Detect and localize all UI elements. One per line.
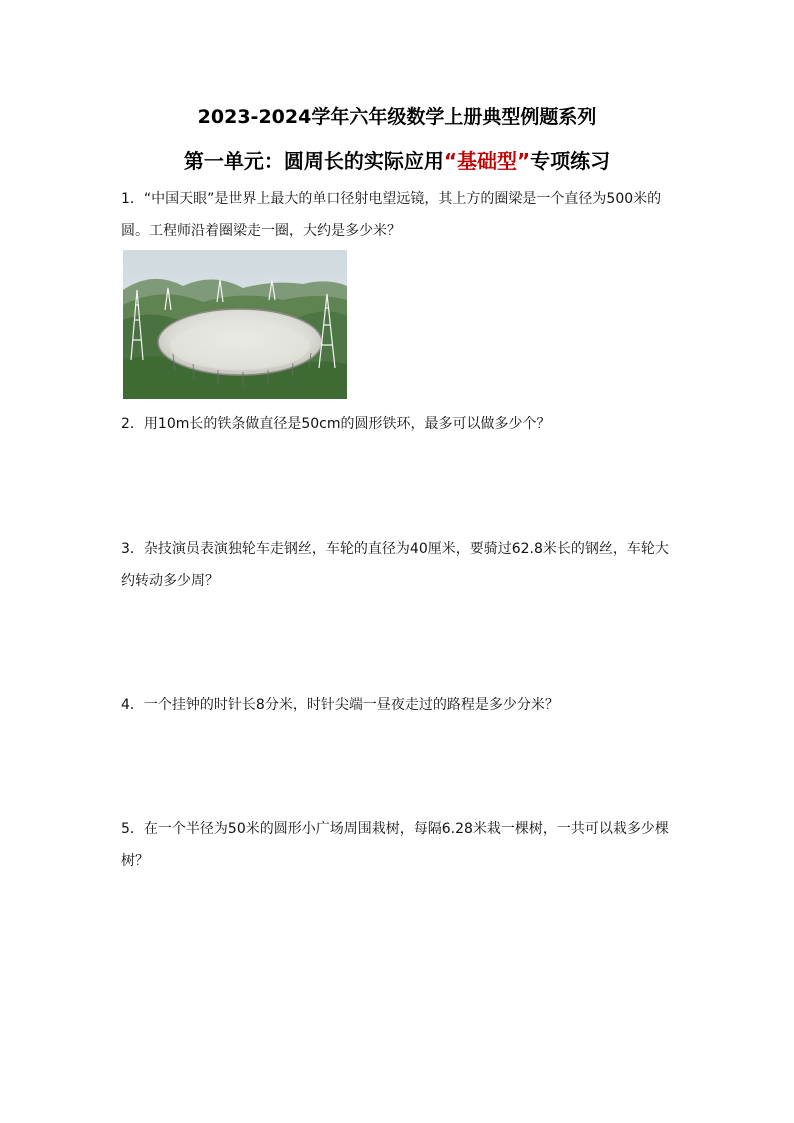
question-3: 3．杂技演员表演独轮车走钢丝，车轮的直径为40厘米，要骑过62.8米长的钢丝，车轮大约转动多少周？ (121, 541, 669, 589)
page-title: 2023-2024学年六年级数学上册典型例题系列 (197, 106, 597, 128)
question-5: 5．在一个半径为50米的圆形小广场周围栽树，每隔6.28米栽一棵树，一共可以栽多少棵树？ (121, 821, 669, 869)
page-subtitle (0, 145, 794, 174)
subtitle-suffix: 专项练习 (530, 149, 611, 173)
question-1: 1．“中国天眼”是世界上最大的单口径射电望远镜，其上方的圈梁是一个直径为500米的圆。工程师沿着圈梁走一圈，大约是多少米？ (121, 191, 662, 239)
question-2: 2．用10m长的铁条做直径是50cm的圆形铁环，最多可以做多少个？ (121, 416, 551, 432)
subtitle-accent: “基础型” (443, 149, 531, 173)
question-4: 4．一个挂钟的时针长8分米，时针尖端一昼夜走过的路程是多少分米？ (121, 697, 559, 713)
radio-telescope-photo (123, 250, 347, 399)
subtitle-prefix: 第一单元：圆周长的实际应用 (183, 149, 444, 173)
